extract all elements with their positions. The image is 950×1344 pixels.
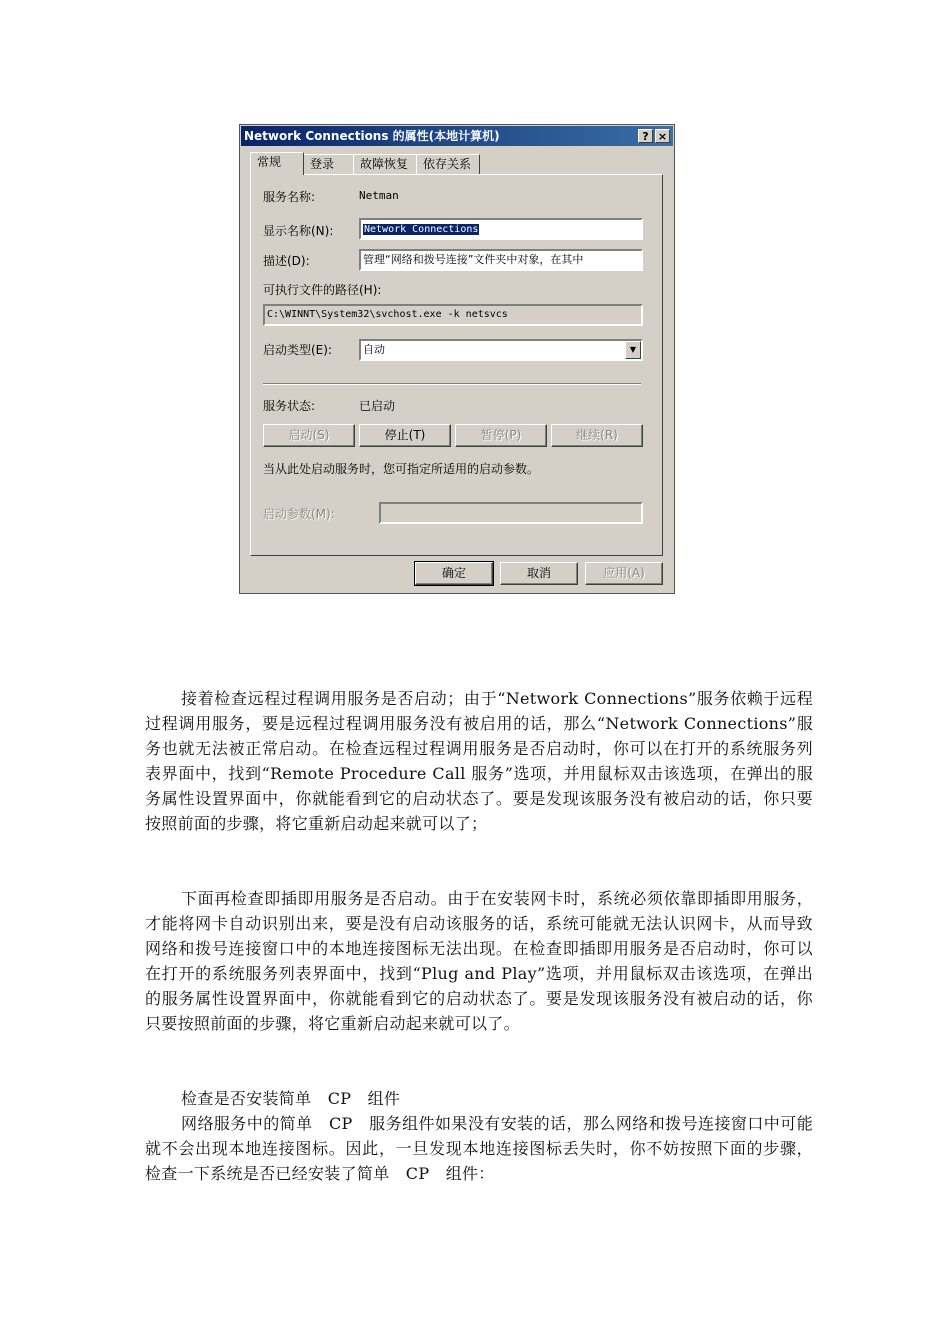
startup-type-value: 自动 (363, 343, 385, 356)
description-field[interactable] (359, 249, 643, 271)
general-panel (250, 174, 663, 556)
service-name-value: Netman (359, 189, 399, 202)
service-name-label: 服务名称: (263, 190, 316, 204)
tab-logon[interactable]: 登录 (303, 154, 354, 174)
cancel-button[interactable]: 取消 (500, 562, 578, 585)
pause-button[interactable]: 暂停(P) (455, 424, 547, 447)
display-name-label: 显示名称(N): (263, 224, 334, 238)
display-name-field[interactable] (359, 218, 643, 240)
start-button[interactable]: 启动(S) (263, 424, 355, 447)
ok-button[interactable]: 确定 (415, 562, 493, 585)
dialog-title: Network Connections 的属性(本地计算机) (244, 129, 500, 143)
chevron-down-icon[interactable]: ▼ (625, 341, 641, 359)
startup-params-hint: 当从此处启动服务时，您可指定所适用的启动参数。 (263, 462, 540, 476)
service-status-value: 已启动 (359, 399, 396, 413)
dialog-titlebar (241, 126, 673, 146)
paragraph-simple-tcp: 网络服务中的简单 CP 服务组件如果没有安装的话，那么网络和拨号连接窗口中可能就不会出现本地连接图标。因此，一旦发现本地连接图标丢失时，你不妨按照下面的步骤，检查一下系统是否已经安装了简单 CP 组件： (145, 1114, 813, 1183)
tab-recovery[interactable]: 故障恢复 (353, 154, 417, 174)
display-name-value: Network Connections (364, 224, 479, 235)
resume-button[interactable]: 继续(R) (551, 424, 643, 447)
startup-type-label: 启动类型(E): (263, 343, 332, 357)
startup-params-label: 启动参数(M): (263, 507, 335, 521)
exe-path-label: 可执行文件的路径(H): (263, 283, 382, 297)
exe-path-value: C:\WINNT\System32\svchost.exe -k netsvcs (267, 309, 508, 320)
exe-path-field (263, 304, 643, 326)
description-value: 管理“网络和拨号连接”文件夹中对象，在其中 (363, 253, 584, 266)
service-status-label: 服务状态: (263, 399, 316, 413)
stop-button[interactable]: 停止(T) (359, 424, 451, 447)
help-button[interactable]: ? (638, 129, 653, 143)
startup-type-select[interactable] (359, 339, 643, 361)
section-heading-simple-tcp: 检查是否安装简单 CP 组件 (181, 1089, 401, 1108)
description-label: 描述(D): (263, 254, 310, 268)
apply-button[interactable]: 应用(A) (585, 562, 663, 585)
paragraph-rpc-service: 接着检查远程过程调用服务是否启动；由于“Network Connections”服务依赖于远程过程调用服务，要是远程过程调用服务没有被启用的话，那么“Network Connections”服务也就无法被正常启动。在检查远程过程调用服务是否启动时，你可以在打开的系统服务列表界面中，找到“Remote Procedure Call 服务”选项，并用鼠标双击该选项，在弹出的服务属性设置界面中，你就能看到它的启动状态了。要是发现该服务没有被启动的话，你只要按照前面的步骤，将它重新启动起来就可以了； (145, 689, 813, 833)
close-button[interactable]: × (655, 129, 670, 143)
service-properties-dialog (239, 124, 675, 594)
tab-general[interactable]: 常规 (250, 152, 304, 175)
startup-params-field[interactable] (379, 502, 643, 524)
divider (263, 383, 641, 385)
paragraph-plug-and-play: 下面再检查即插即用服务是否启动。由于在安装网卡时，系统必须依靠即插即用服务，才能将网卡自动识别出来，要是没有启动该服务的话，系统可能就无法认识网卡，从而导致网络和拨号连接窗口中的本地连接图标无法出现。在检查即插即用服务是否启动时，你可以在打开的系统服务列表界面中，找到“Plug and Play”选项，并用鼠标双击该选项，在弹出的服务属性设置界面中，你就能看到它的启动状态了。要是发现该服务没有被启动的话，你只要按照前面的步骤，将它重新启动起来就可以了。 (145, 889, 813, 1033)
tab-dependencies[interactable]: 依存关系 (416, 154, 480, 174)
